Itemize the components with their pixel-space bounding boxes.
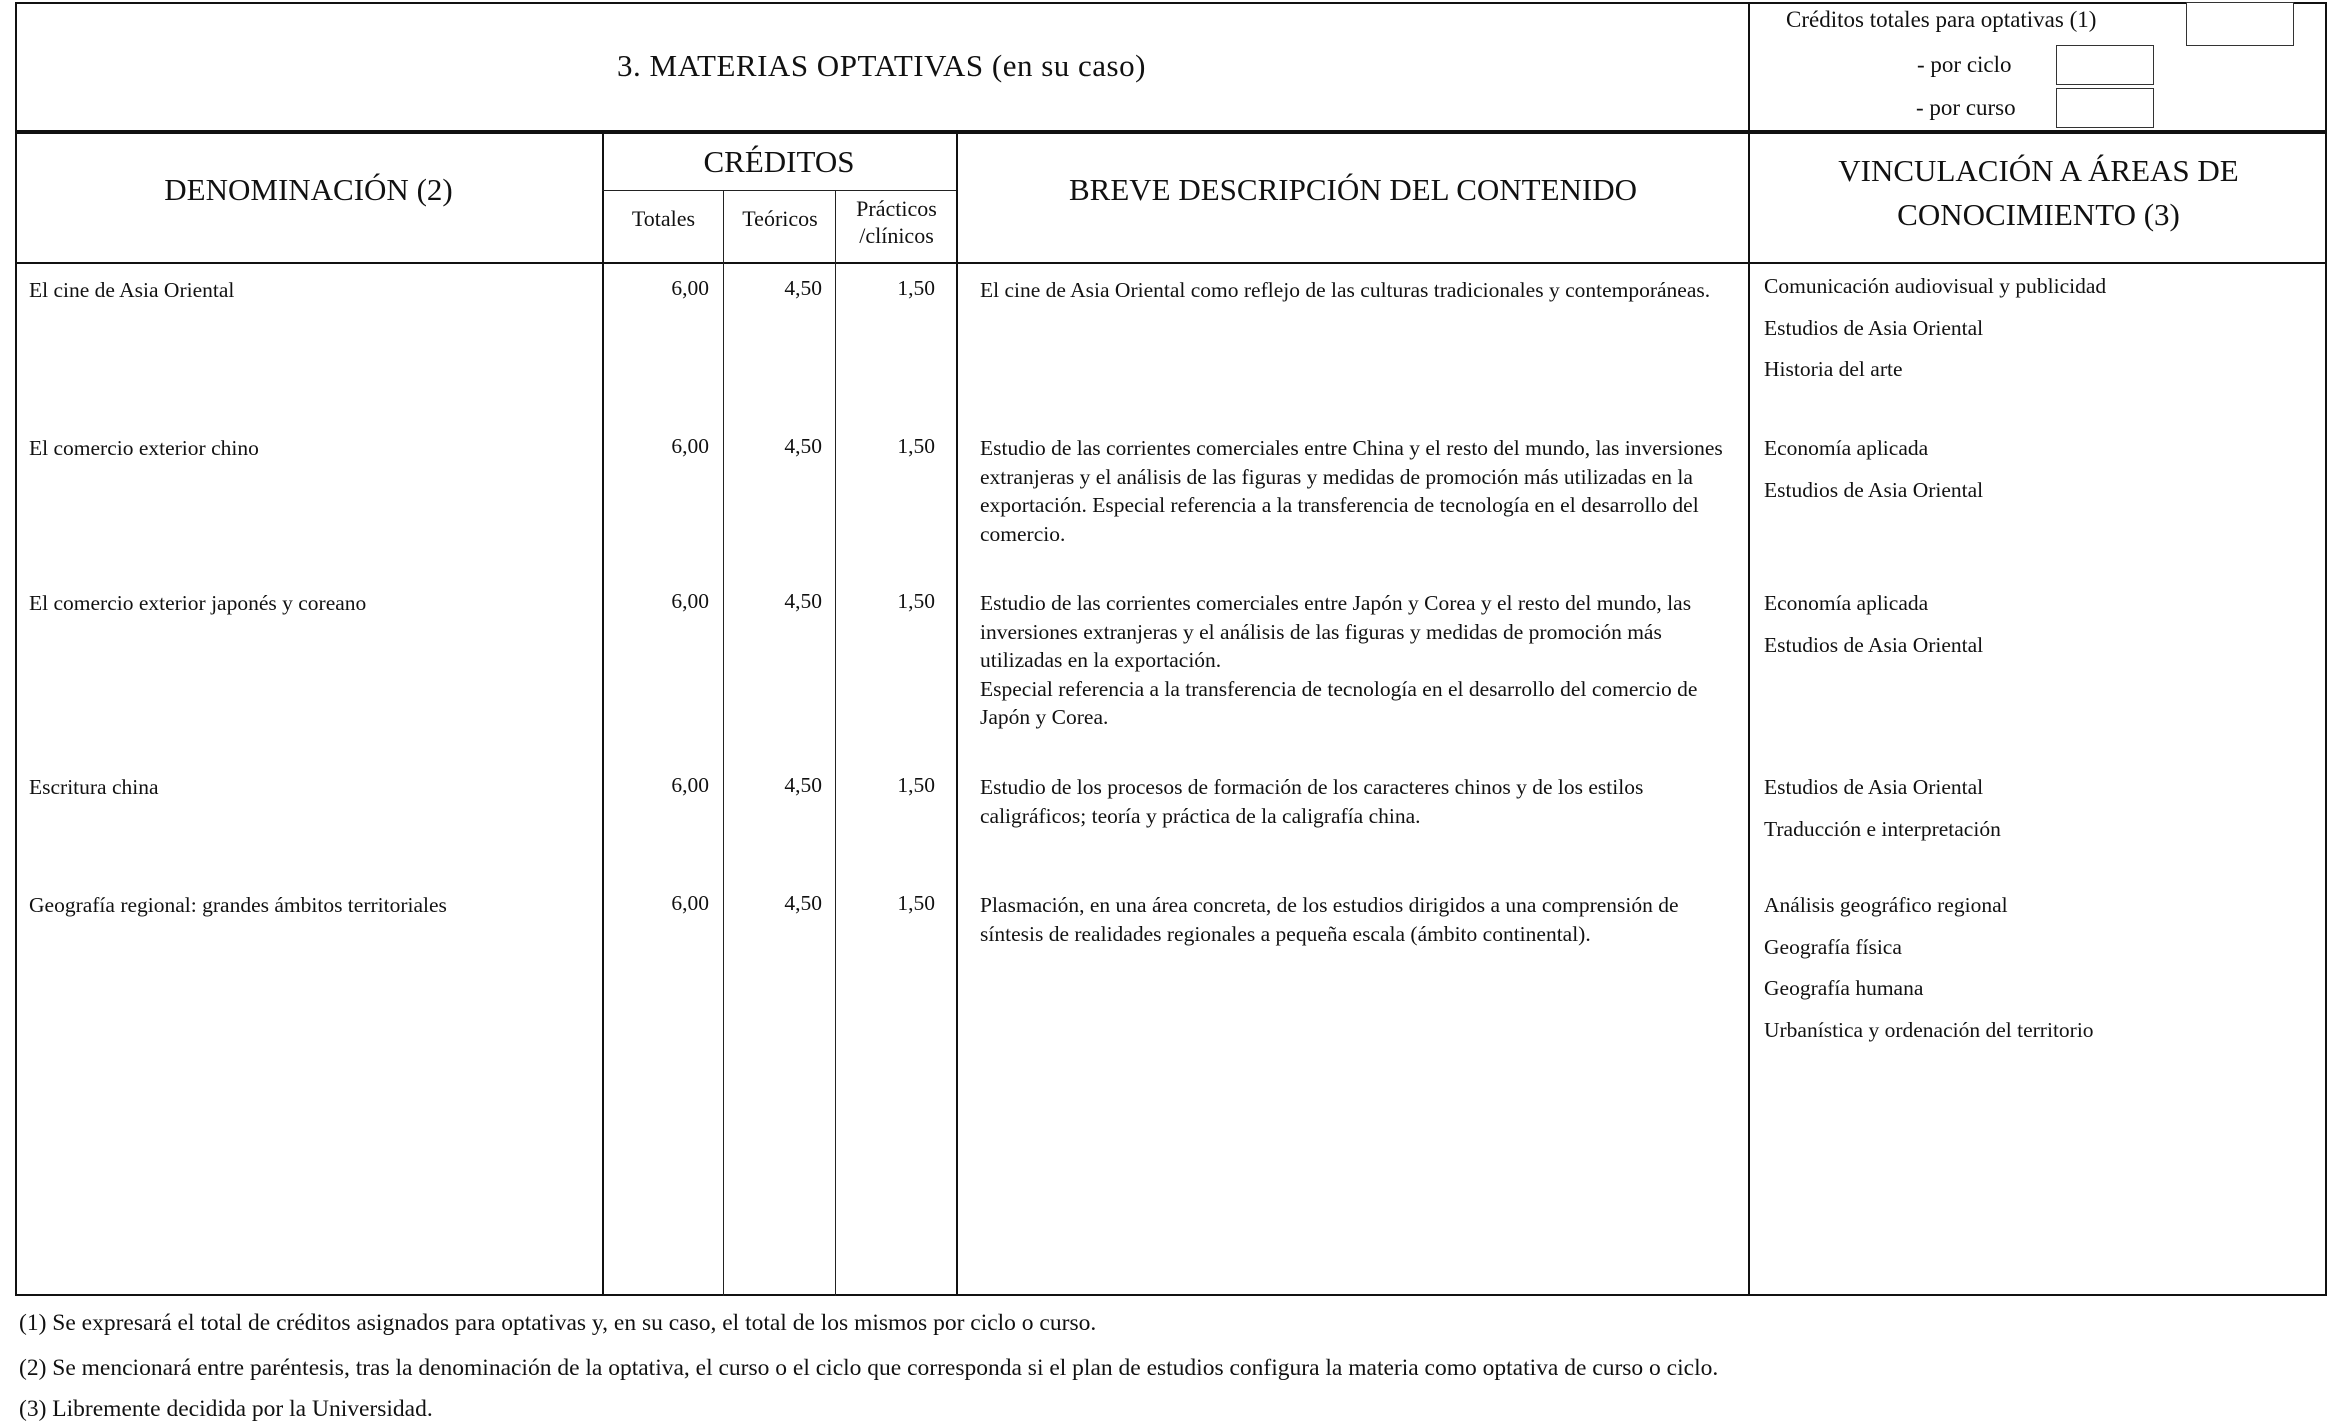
area-item: Estudios de Asia Oriental [1764, 632, 1984, 657]
credits-per-cycle-field[interactable] [2056, 45, 2154, 85]
credits-total-field[interactable] [2186, 2, 2294, 46]
header-bottom-rule [15, 262, 2327, 264]
area-item: Estudios de Asia Oriental [1764, 477, 1984, 502]
area-item: Geografía humana [1764, 976, 1924, 1000]
area-item: Traducción e interpretación [1764, 816, 2001, 841]
credits-per-course-label: - por curso [1916, 95, 2016, 120]
row-3-name: El comercio exterior japonés y coreano [29, 591, 367, 615]
footnote-1: (1) Se expresará el total de créditos asignados para optativas y, en su caso, el total de los mismos por ciclo o curso. [19, 1310, 1097, 1336]
row-4-practicos: 1,50 [897, 773, 935, 797]
header-totales: Totales [631, 206, 696, 231]
col-divider-teoricos [835, 190, 836, 1296]
row-3-teoricos: 4,50 [784, 589, 822, 613]
row-5-teoricos: 4,50 [784, 891, 822, 915]
area-item: Estudios de Asia Oriental [1764, 315, 1984, 340]
area-item: Comunicación audiovisual y publicidad [1764, 274, 2107, 298]
header-vinculacion-line1: VINCULACIÓN A ÁREAS DE [1838, 153, 2239, 188]
col-divider-credits [956, 132, 958, 1296]
creditos-sub-rule [602, 190, 956, 191]
area-item: Urbanística y ordenación del territorio [1764, 1017, 2094, 1042]
row-1-areas [1764, 266, 2314, 391]
area-item: Historia del arte [1764, 357, 1903, 381]
row-3-totales: 6,00 [671, 589, 709, 613]
row-4-teoricos: 4,50 [784, 773, 822, 797]
area-item: Análisis geográfico regional [1764, 893, 2008, 917]
row-2-description: Estudio de las corrientes comerciales entre China y el resto del mundo, las inversiones extranjeras y el análisis de las figuras y medidas de promoción más utilizadas en la exportación. Especial referencia a la transferencia de tecnología en el desarrollo del comercio. [980, 436, 1723, 546]
row-3-description: Estudio de las corrientes comerciales entre Japón y Corea y el resto del mundo, las inversiones extranjeras y el análisis de las figuras y medidas de promoción más utilizadas en la exportación. Especial referencia a la transferencia de tecnología en el desarrollo del comercio de Japón y Corea. [980, 591, 1698, 729]
header-teoricos: Teóricos [742, 206, 818, 231]
area-item: Economía aplicada [1764, 591, 1929, 615]
credits-per-course-field[interactable] [2056, 88, 2154, 128]
row-1-description: El cine de Asia Oriental como reflejo de las culturas tradicionales y contemporáneas. [980, 278, 1711, 302]
row-4-description: Estudio de los procesos de formación de los caracteres chinos y de los estilos caligráficos; teoría y práctica de la caligrafía china. [980, 775, 1644, 828]
header-practicos-line1: Prácticos [856, 196, 937, 221]
row-2-teoricos: 4,50 [784, 434, 822, 458]
col-divider-totales [723, 190, 724, 1296]
header-denominacion: DENOMINACIÓN (2) [164, 172, 453, 207]
row-5-totales: 6,00 [671, 891, 709, 915]
header-practicos [837, 195, 956, 249]
row-2-name: El comercio exterior chino [29, 436, 259, 460]
header-vinculacion-line2: CONOCIMIENTO (3) [1897, 197, 2180, 232]
header-descripcion: BREVE DESCRIPCIÓN DEL CONTENIDO [1068, 172, 1638, 207]
row-5-areas [1764, 885, 2314, 1051]
footnote-2: (2) Se mencionará entre paréntesis, tras la denominación de la optativa, el curso o el ciclo que corresponda si el plan de estudios configura la materia como optativa de curso o ciclo. [19, 1355, 1719, 1381]
header-creditos: CRÉDITOS [703, 144, 855, 179]
area-item: Economía aplicada [1764, 436, 1929, 460]
row-4-totales: 6,00 [671, 773, 709, 797]
row-4-areas [1764, 767, 2314, 850]
credits-per-cycle-label: - por ciclo [1917, 52, 2012, 77]
col-divider-description [1748, 132, 1750, 1296]
row-5-description: Plasmación, en una área concreta, de los estudios dirigidos a una comprensión de síntesis de realidades regionales a pequeña escala (ámbito continental). [980, 893, 1679, 946]
row-1-teoricos: 4,50 [784, 276, 822, 300]
row-2-areas [1764, 428, 2314, 511]
row-4-name: Escritura china [29, 775, 159, 799]
row-3-practicos: 1,50 [897, 589, 935, 613]
row-1-totales: 6,00 [671, 276, 709, 300]
row-1-name: El cine de Asia Oriental [29, 278, 235, 302]
row-2-totales: 6,00 [671, 434, 709, 458]
area-item: Estudios de Asia Oriental [1764, 775, 1984, 799]
row-5-name: Geografía regional: grandes ámbitos territoriales [29, 893, 447, 917]
header-practicos-line2: /clínicos [859, 223, 934, 248]
title-divider [1748, 2, 1750, 132]
footnote-3: (3) Libremente decidida por la Universidad. [19, 1396, 433, 1422]
col-divider-name [602, 132, 604, 1296]
area-item: Geografía física [1764, 934, 1902, 959]
section-title: 3. MATERIAS OPTATIVAS (en su caso) [617, 48, 1146, 83]
credits-total-label: Créditos totales para optativas (1) [1786, 7, 2097, 32]
header-vinculacion [1750, 149, 2327, 237]
row-5-practicos: 1,50 [897, 891, 935, 915]
row-1-practicos: 1,50 [897, 276, 935, 300]
row-2-practicos: 1,50 [897, 434, 935, 458]
row-3-areas [1764, 583, 2314, 666]
